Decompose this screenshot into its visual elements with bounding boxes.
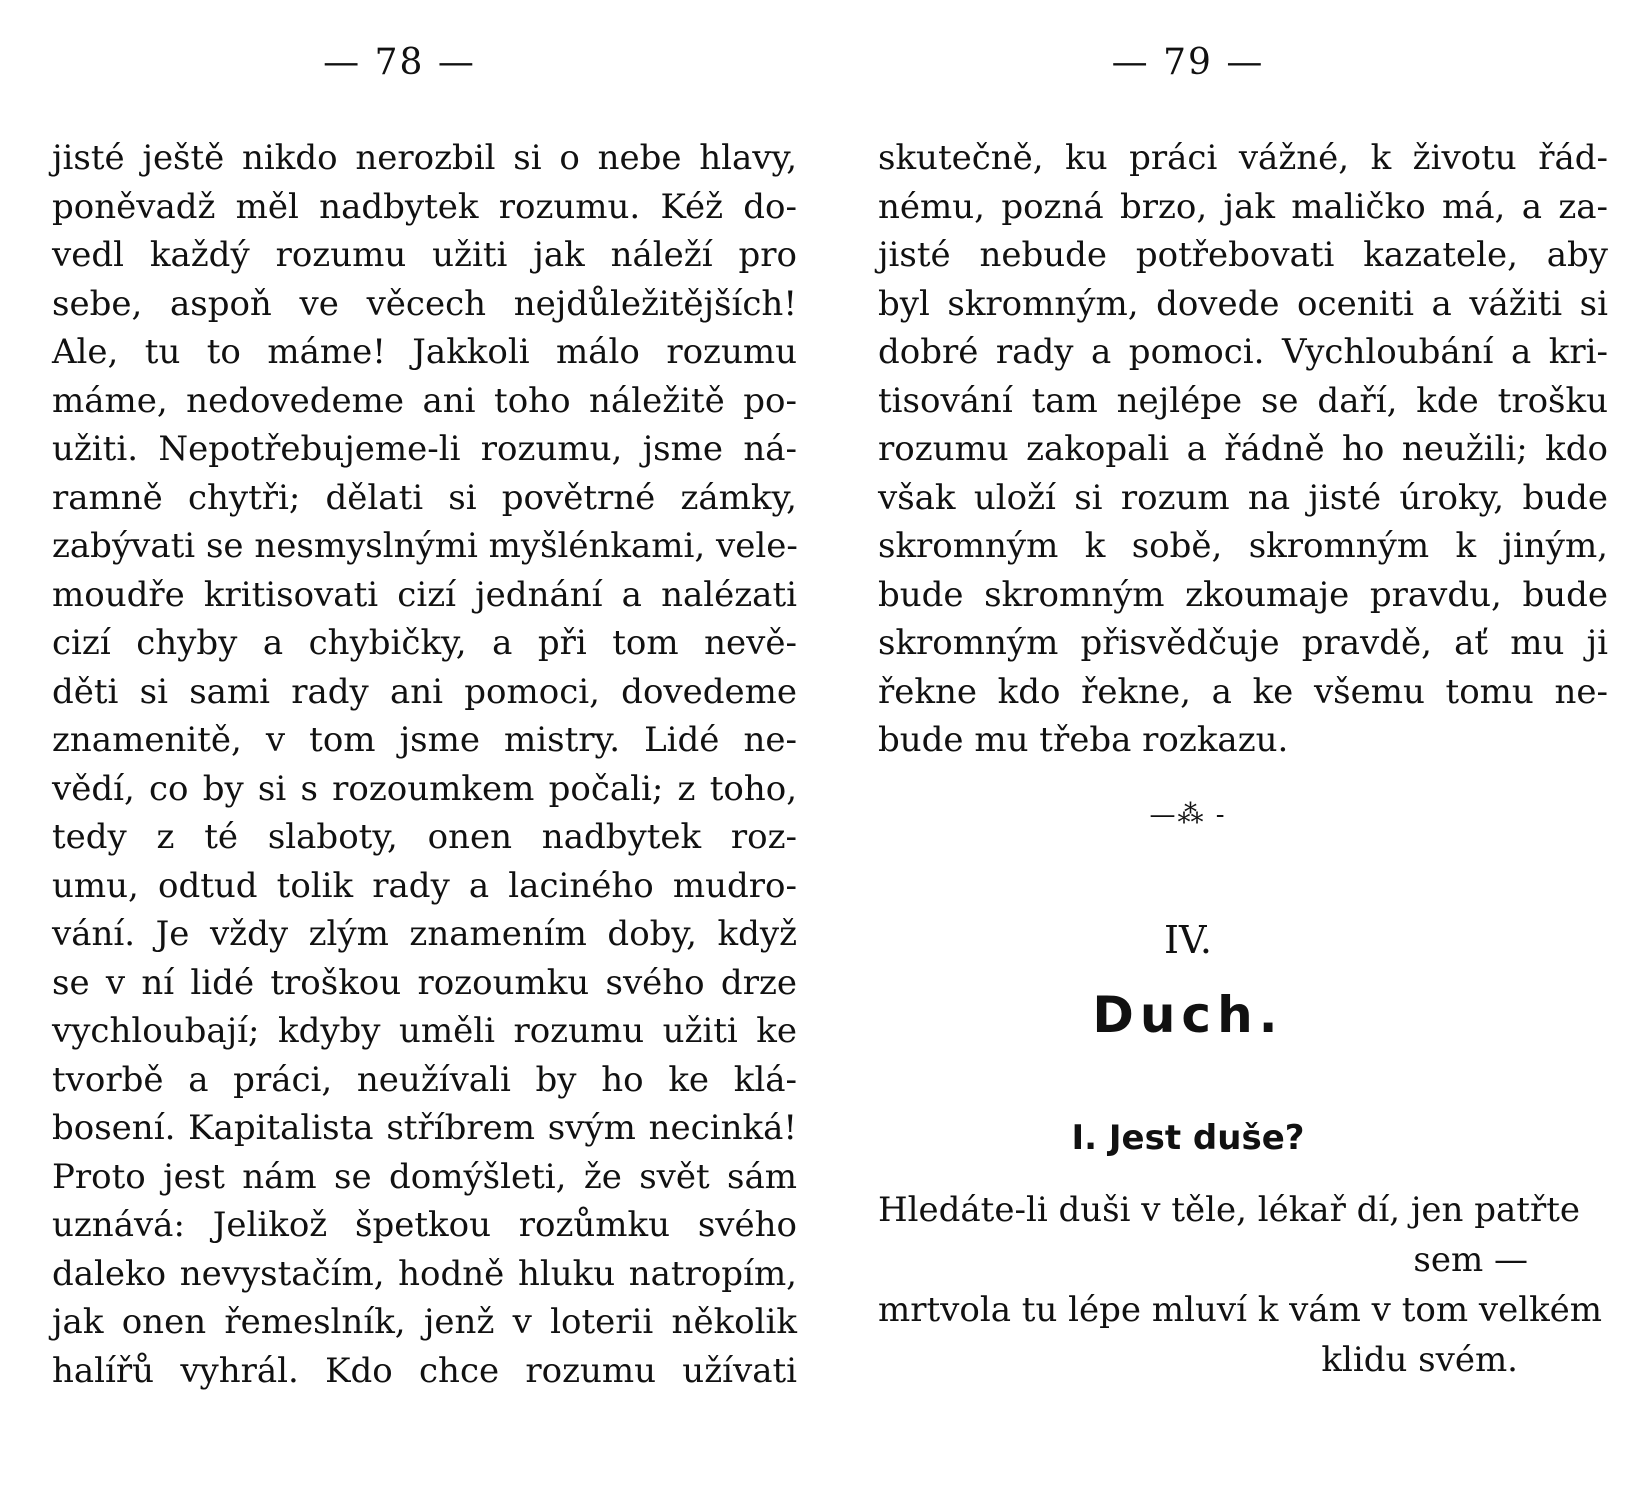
text-line: jisté nebude potřebovati kazatele, aby [878, 235, 1608, 275]
text-line: bude mu třeba rozkazu. [878, 720, 1289, 760]
text-line: zabývati se nesmyslnými myšlénkami, vele- [52, 526, 798, 566]
text-line: umu, odtud tolik rady a laciného mudro- [52, 865, 797, 906]
text-line: daleko nevystačím, hodně hluku natropím, [52, 1253, 797, 1294]
text-line: Proto jest nám se domýšleti, že svět sám [52, 1156, 797, 1197]
text-line: řekne kdo řekne, a ke všemu tomu ne- [878, 671, 1608, 712]
text-line: vědí, co by si s rozoumkem počali; z toho, [52, 768, 797, 809]
text-line: tisování tam nejlépe se daří, kde trošku [878, 380, 1608, 421]
text-line: skromným přisvědčuje pravdě, ať mu ji [878, 623, 1608, 663]
text-line: cizí chyby a chybičky, a při tom nevě- [52, 623, 797, 663]
verse-block [878, 1185, 1608, 1385]
section-title [878, 1118, 1608, 1158]
ornament-glyph: —⁂ - [1149, 800, 1227, 830]
text-line: vychloubají; kdyby uměli rozumu užiti ke [52, 1011, 797, 1051]
text-line: jak onen řemeslník, jenž v loterii několik [52, 1302, 797, 1342]
left-page-text [52, 134, 797, 1395]
right-page [878, 0, 1608, 1500]
chapter-numeral [878, 918, 1608, 962]
chapter-title-text: Duch. [1092, 986, 1284, 1044]
verse-line: Hledáte-li duši v těle, lékař dí, jen patřte [878, 1190, 1580, 1230]
text-line: máme, nedovedeme ani toho náležitě po- [52, 380, 797, 421]
text-line: vání. Je vždy zlým znamením doby, když [52, 914, 797, 954]
text-line: tvorbě a práci, neužívali by ho ke klá- [52, 1059, 797, 1100]
text-line: moudře kritisovati cizí jednání a nalézati [52, 574, 797, 615]
verse-line: sem — [1413, 1240, 1528, 1280]
verse-line: mrtvola tu lépe mluví k vám v tom velkém [878, 1290, 1603, 1330]
text-line: znamenitě, v tom jsme mistry. Lidé ne- [52, 720, 797, 760]
text-line: bosení. Kapitalista stříbrem svým necinká! [52, 1108, 797, 1148]
text-line: dobré rady a pomoci. Vychloubání a kri- [878, 332, 1608, 372]
text-line: děti si sami rady ani pomoci, dovedeme [52, 671, 797, 712]
text-line: se v ní lidé troškou rozoumku svého drze [52, 962, 797, 1003]
text-line: poněvadž měl nadbytek rozumu. Kéž do- [52, 186, 797, 227]
page-number-left: — 78 — [323, 42, 476, 83]
text-line: bude skromným zkoumaje pravdu, bude [878, 574, 1608, 615]
text-line: uznává: Jelikož špetkou rozůmku svého [52, 1205, 797, 1245]
text-line: však uloží si rozum na jisté úroky, bude [878, 477, 1608, 518]
left-page [52, 0, 797, 1500]
text-line: ramně chytři; dělati si povětrné zámky, [52, 477, 797, 518]
text-line: skutečně, ku práci vážné, k životu řád- [878, 138, 1608, 178]
chapter-title [878, 986, 1608, 1044]
section-title-text: I. Jest duše? [1071, 1118, 1305, 1158]
text-line: nému, pozná brzo, jak maličko má, a za- [878, 186, 1608, 227]
right-page-text [878, 134, 1608, 765]
text-line: byl skromným, dovede oceniti a vážiti si [878, 283, 1608, 324]
page-number-right: — 79 — [1111, 42, 1265, 83]
text-line: vedl každý rozumu užiti jak náleží pro [52, 235, 797, 275]
text-line: halířů vyhrál. Kdo chce rozumu užívati [52, 1350, 797, 1391]
text-line: Ale, tu to máme! Jakkoli málo rozumu [52, 332, 797, 372]
chapter-numeral-text: IV. [1164, 918, 1212, 962]
ornament-divider [878, 800, 1608, 830]
text-line: užiti. Nepotřebujeme-li rozumu, jsme ná- [52, 429, 797, 469]
text-line: skromným k sobě, skromným k jiným, [878, 526, 1608, 566]
text-line: jisté ještě nikdo nerozbil si o nebe hlavy, [52, 138, 797, 178]
verse-line: klidu svém. [1321, 1340, 1518, 1380]
text-line: rozumu zakopali a řádně ho neužili; kdo [878, 429, 1608, 469]
text-line: sebe, aspoň ve věcech nejdůležitějších! [52, 283, 797, 324]
text-line: tedy z té slaboty, onen nadbytek roz- [52, 817, 797, 857]
